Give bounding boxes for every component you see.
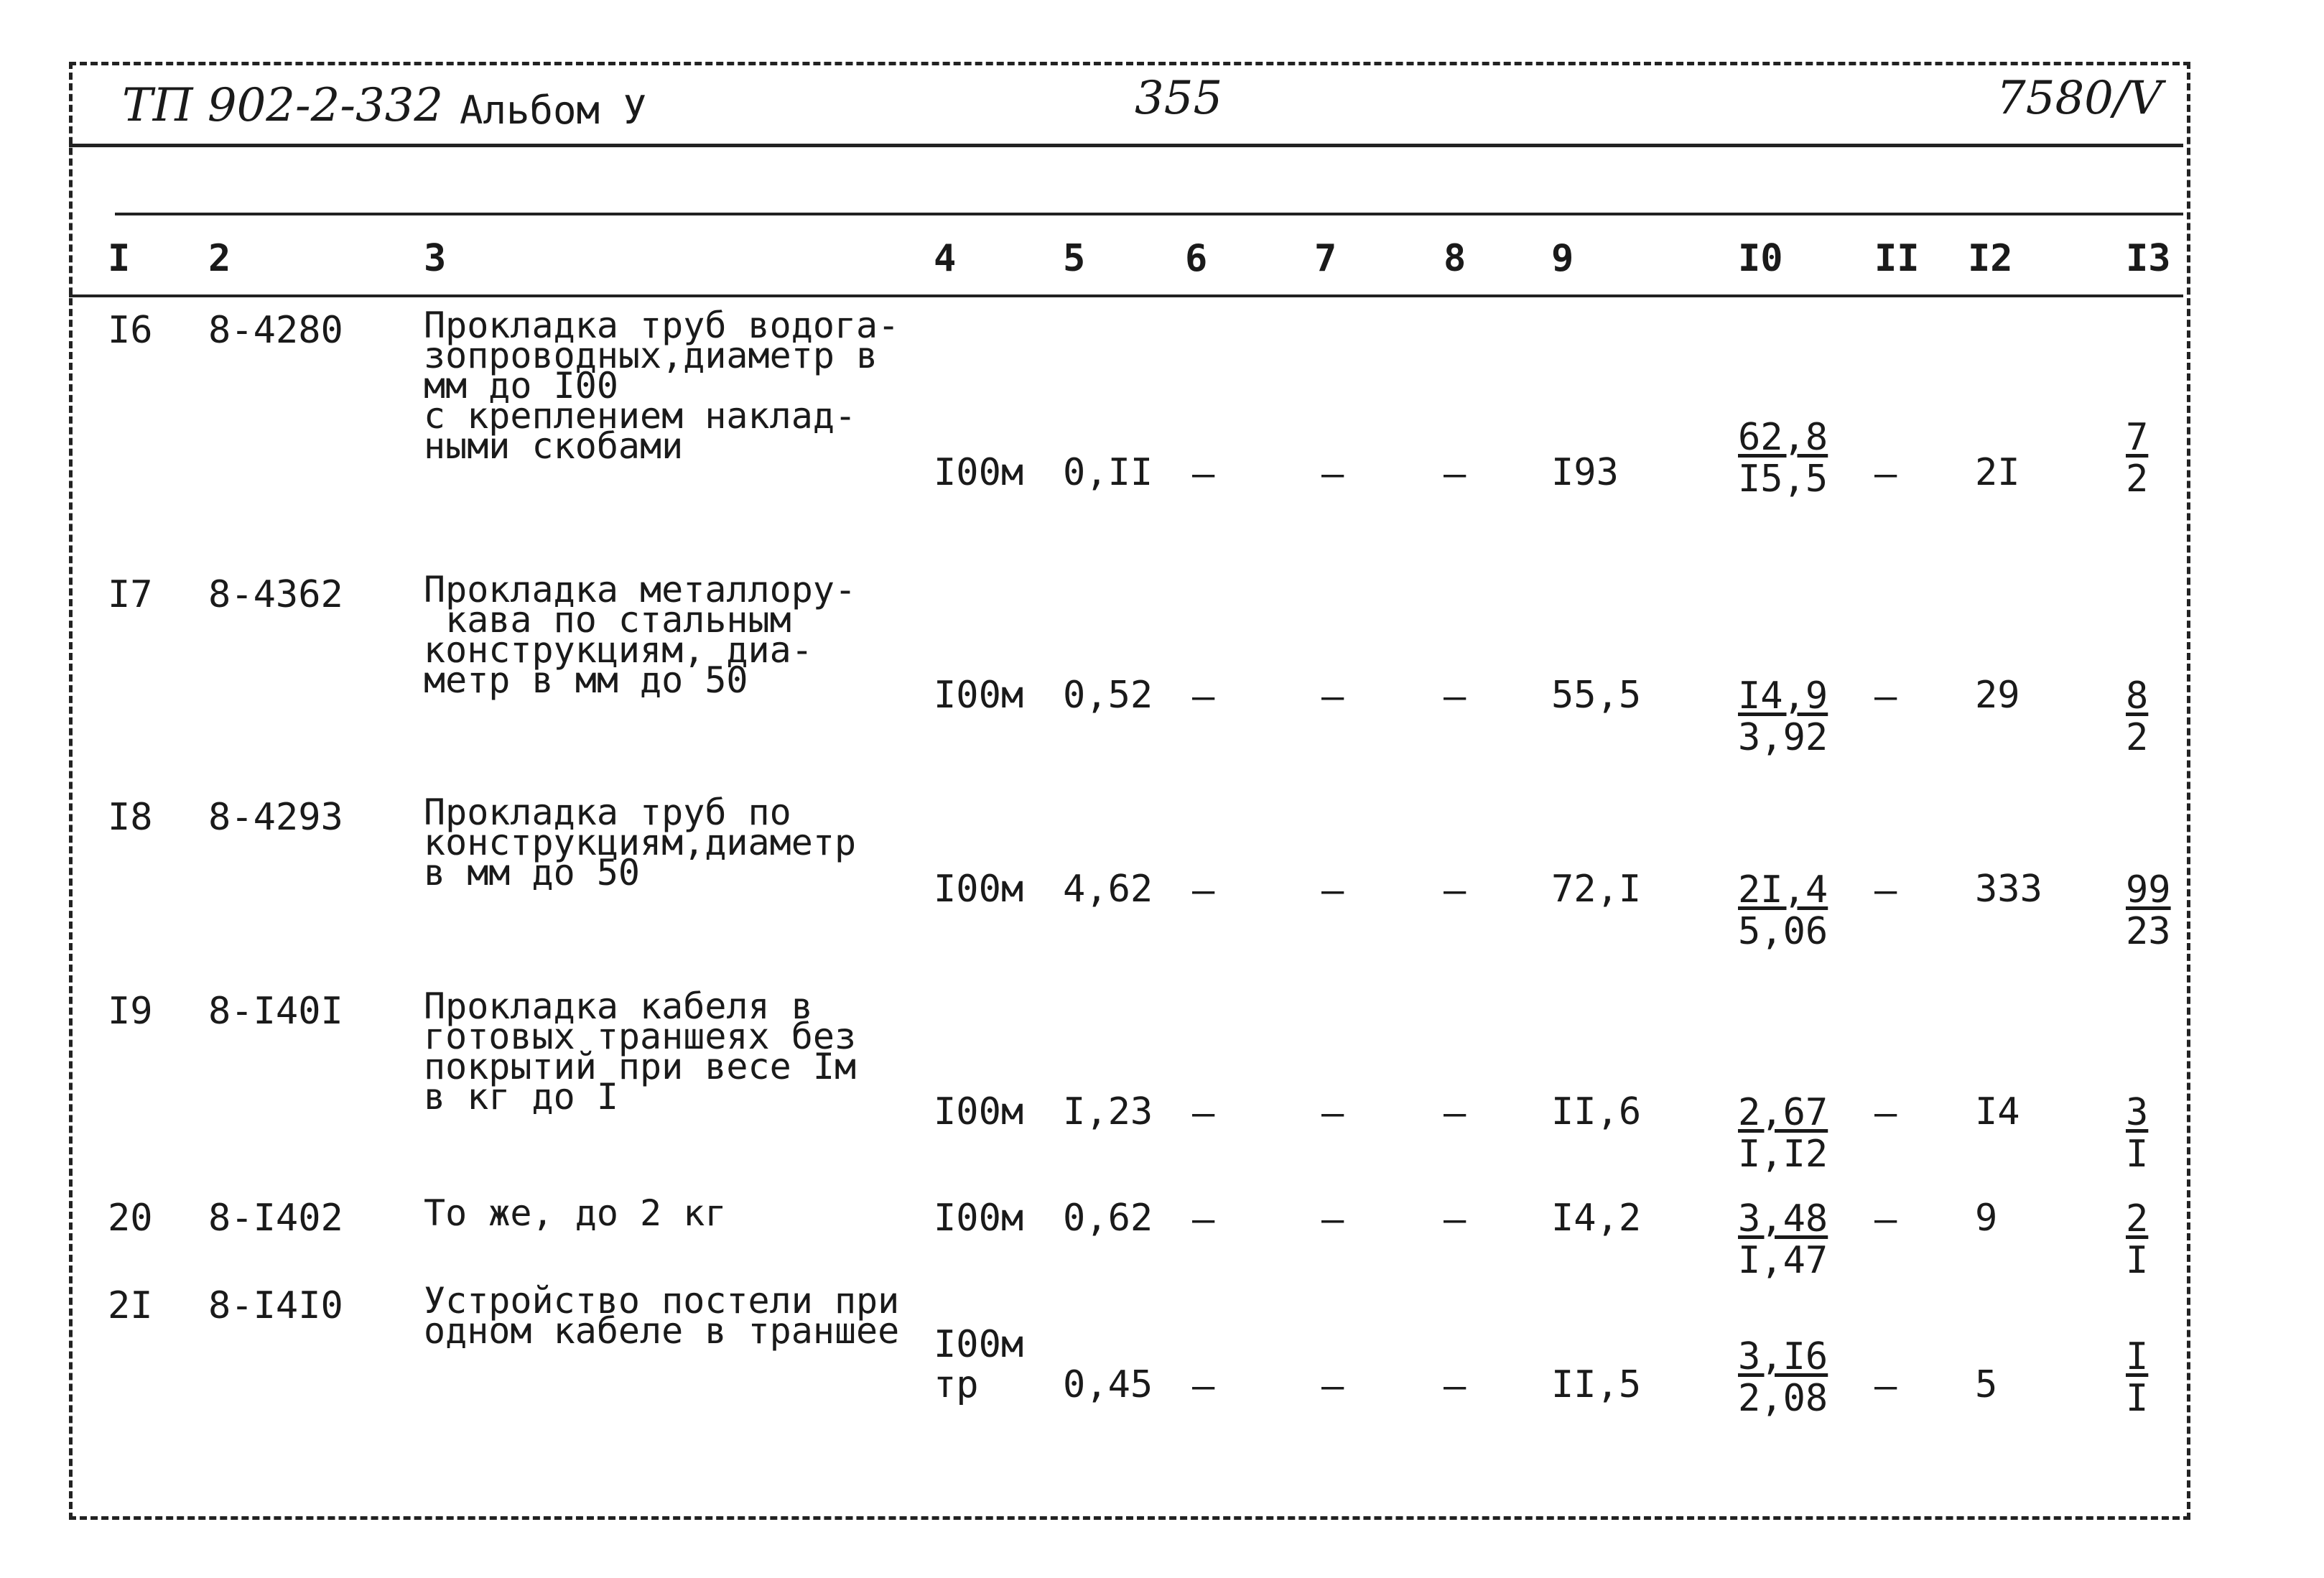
column-header-12: I2 bbox=[1968, 237, 2013, 280]
row-col10-fraction bbox=[1738, 675, 1828, 758]
row-col13-fraction bbox=[2126, 675, 2148, 758]
fraction-denominator: 3,92 bbox=[1738, 716, 1828, 759]
row-col7: – bbox=[1321, 1198, 1344, 1241]
row-code: 8-I402 bbox=[208, 1197, 343, 1240]
table-top-rule bbox=[115, 213, 2183, 215]
row-col11: – bbox=[1874, 675, 1897, 718]
fraction-denominator: I bbox=[2126, 1239, 2149, 1282]
column-header-7: 7 bbox=[1314, 237, 1337, 280]
row-col8: – bbox=[1444, 452, 1467, 496]
row-col8: – bbox=[1444, 675, 1467, 718]
row-col13-fraction bbox=[2126, 1198, 2148, 1281]
sheet-code: 7580/V bbox=[1997, 72, 2162, 125]
row-qty: 4,62 bbox=[1063, 868, 1153, 911]
row-number: I7 bbox=[108, 573, 153, 616]
row-col7: – bbox=[1321, 675, 1344, 718]
row-col6: – bbox=[1192, 675, 1215, 718]
row-col7: – bbox=[1321, 1092, 1344, 1135]
row-col9: I93 bbox=[1551, 451, 1619, 494]
row-col13-fraction bbox=[2126, 1336, 2148, 1419]
row-qty: 0,45 bbox=[1063, 1363, 1153, 1406]
row-col7: – bbox=[1321, 1365, 1344, 1408]
row-col9: I4,2 bbox=[1551, 1197, 1642, 1240]
row-unit: I00м тр bbox=[934, 1323, 1024, 1406]
row-col6: – bbox=[1192, 452, 1215, 496]
row-description: Прокладка металлору- кава по стальным конструкциям, диа- метр в мм до 50 bbox=[424, 569, 857, 701]
row-unit: I00м bbox=[934, 451, 1024, 494]
row-code: 8-I40I bbox=[208, 990, 343, 1033]
row-col6: – bbox=[1192, 1198, 1215, 1241]
row-col13-fraction bbox=[2126, 417, 2148, 500]
fraction-numerator: 3 bbox=[2126, 1091, 2149, 1134]
column-header-2: 2 bbox=[208, 237, 231, 280]
row-col12: I4 bbox=[1975, 1090, 2020, 1133]
row-qty: 0,62 bbox=[1063, 1197, 1153, 1240]
fraction-denominator: I bbox=[2126, 1133, 2149, 1176]
row-code: 8-4362 bbox=[208, 573, 343, 616]
fraction-denominator: I,47 bbox=[1738, 1239, 1828, 1282]
row-col12: 2I bbox=[1975, 451, 2020, 494]
row-col9: 72,I bbox=[1551, 868, 1642, 911]
fraction-denominator: 2 bbox=[2126, 716, 2149, 759]
row-col9: 55,5 bbox=[1551, 674, 1642, 717]
row-code: 8-4280 bbox=[208, 309, 343, 352]
fraction-denominator: 2,08 bbox=[1738, 1377, 1828, 1420]
row-col8: – bbox=[1444, 1198, 1467, 1241]
row-number: I6 bbox=[108, 309, 153, 352]
row-col10-fraction bbox=[1738, 1092, 1828, 1175]
row-col8: – bbox=[1444, 1365, 1467, 1408]
row-col12: 333 bbox=[1975, 868, 2042, 911]
column-header-1: I bbox=[108, 237, 131, 280]
row-col10-fraction bbox=[1738, 869, 1828, 952]
fraction-numerator: 8 bbox=[2126, 674, 2149, 718]
row-unit: I00м bbox=[934, 868, 1024, 911]
row-number: I8 bbox=[108, 796, 153, 839]
fraction-numerator: I bbox=[2126, 1335, 2149, 1378]
row-col6: – bbox=[1192, 1365, 1215, 1408]
row-col12: 9 bbox=[1975, 1197, 1998, 1240]
row-col10-fraction bbox=[1738, 417, 1828, 500]
row-col6: – bbox=[1192, 869, 1215, 912]
row-col10-fraction bbox=[1738, 1198, 1828, 1281]
row-col13-fraction bbox=[2126, 1092, 2148, 1175]
fraction-denominator: I bbox=[2126, 1377, 2149, 1420]
row-col11: – bbox=[1874, 1198, 1897, 1241]
fraction-numerator: 62,8 bbox=[1738, 416, 1828, 459]
row-col8: – bbox=[1444, 1092, 1467, 1135]
row-col12: 5 bbox=[1975, 1363, 1998, 1406]
row-col7: – bbox=[1321, 869, 1344, 912]
column-header-13: I3 bbox=[2126, 237, 2171, 280]
row-unit: I00м bbox=[934, 674, 1024, 717]
row-col11: – bbox=[1874, 1092, 1897, 1135]
row-col11: – bbox=[1874, 1365, 1897, 1408]
row-col6: – bbox=[1192, 1092, 1215, 1135]
fraction-denominator: 2 bbox=[2126, 458, 2149, 501]
row-description: Прокладка кабеля в готовых траншеях без покрытий при весе Iм в кг до I bbox=[424, 985, 857, 1118]
fraction-denominator: I5,5 bbox=[1738, 458, 1828, 501]
fraction-numerator: 3,48 bbox=[1738, 1197, 1828, 1240]
column-header-11: II bbox=[1874, 237, 1920, 280]
row-description: То же, до 2 кг bbox=[424, 1192, 727, 1234]
fraction-denominator: 5,06 bbox=[1738, 910, 1828, 953]
fraction-denominator: 23 bbox=[2126, 910, 2171, 953]
fraction-numerator: I4,9 bbox=[1738, 674, 1828, 718]
page-number: 355 bbox=[1135, 72, 1223, 125]
row-col7: – bbox=[1321, 452, 1344, 496]
fraction-numerator: 3,I6 bbox=[1738, 1335, 1828, 1378]
row-qty: I,23 bbox=[1063, 1090, 1153, 1133]
fraction-numerator: 2 bbox=[2126, 1197, 2149, 1240]
title-divider bbox=[69, 144, 2183, 147]
row-number: I9 bbox=[108, 990, 153, 1033]
column-header-4: 4 bbox=[934, 237, 957, 280]
album-label: Альбом У bbox=[460, 88, 647, 133]
row-col13-fraction bbox=[2126, 869, 2171, 952]
row-unit: I00м bbox=[934, 1197, 1024, 1240]
column-header-10: I0 bbox=[1738, 237, 1783, 280]
row-code: 8-4293 bbox=[208, 796, 343, 839]
row-col12: 29 bbox=[1975, 674, 2020, 717]
fraction-numerator: 99 bbox=[2126, 868, 2171, 911]
row-qty: 0,II bbox=[1063, 451, 1153, 494]
column-header-5: 5 bbox=[1063, 237, 1086, 280]
row-number: 20 bbox=[108, 1197, 153, 1240]
fraction-numerator: 7 bbox=[2126, 416, 2149, 459]
row-col11: – bbox=[1874, 452, 1897, 496]
row-description: Прокладка труб по конструкциям,диаметр в мм до 50 bbox=[424, 792, 857, 894]
column-header-9: 9 bbox=[1551, 237, 1574, 280]
row-number: 2I bbox=[108, 1284, 153, 1327]
table-header-rule bbox=[69, 294, 2183, 297]
column-header-8: 8 bbox=[1444, 237, 1467, 280]
fraction-numerator: 2,67 bbox=[1738, 1091, 1828, 1134]
column-header-3: 3 bbox=[424, 237, 447, 280]
row-unit: I00м bbox=[934, 1090, 1024, 1133]
doc-code: ТП 902-2-332 bbox=[122, 79, 444, 132]
row-col9: II,6 bbox=[1551, 1090, 1642, 1133]
row-code: 8-I4I0 bbox=[208, 1284, 343, 1327]
row-description: Устройство постели при одном кабеле в траншее bbox=[424, 1280, 900, 1352]
page-frame bbox=[69, 62, 2190, 1520]
row-qty: 0,52 bbox=[1063, 674, 1153, 717]
column-header-6: 6 bbox=[1185, 237, 1208, 280]
fraction-denominator: I,I2 bbox=[1738, 1133, 1828, 1176]
fraction-numerator: 2I,4 bbox=[1738, 868, 1828, 911]
row-col8: – bbox=[1444, 869, 1467, 912]
row-description: Прокладка труб водога- зопроводных,диаметр в мм до I00 с креплением наклад- ными скобами bbox=[424, 305, 900, 467]
row-col11: – bbox=[1874, 869, 1897, 912]
row-col9: II,5 bbox=[1551, 1363, 1642, 1406]
row-col10-fraction bbox=[1738, 1336, 1828, 1419]
